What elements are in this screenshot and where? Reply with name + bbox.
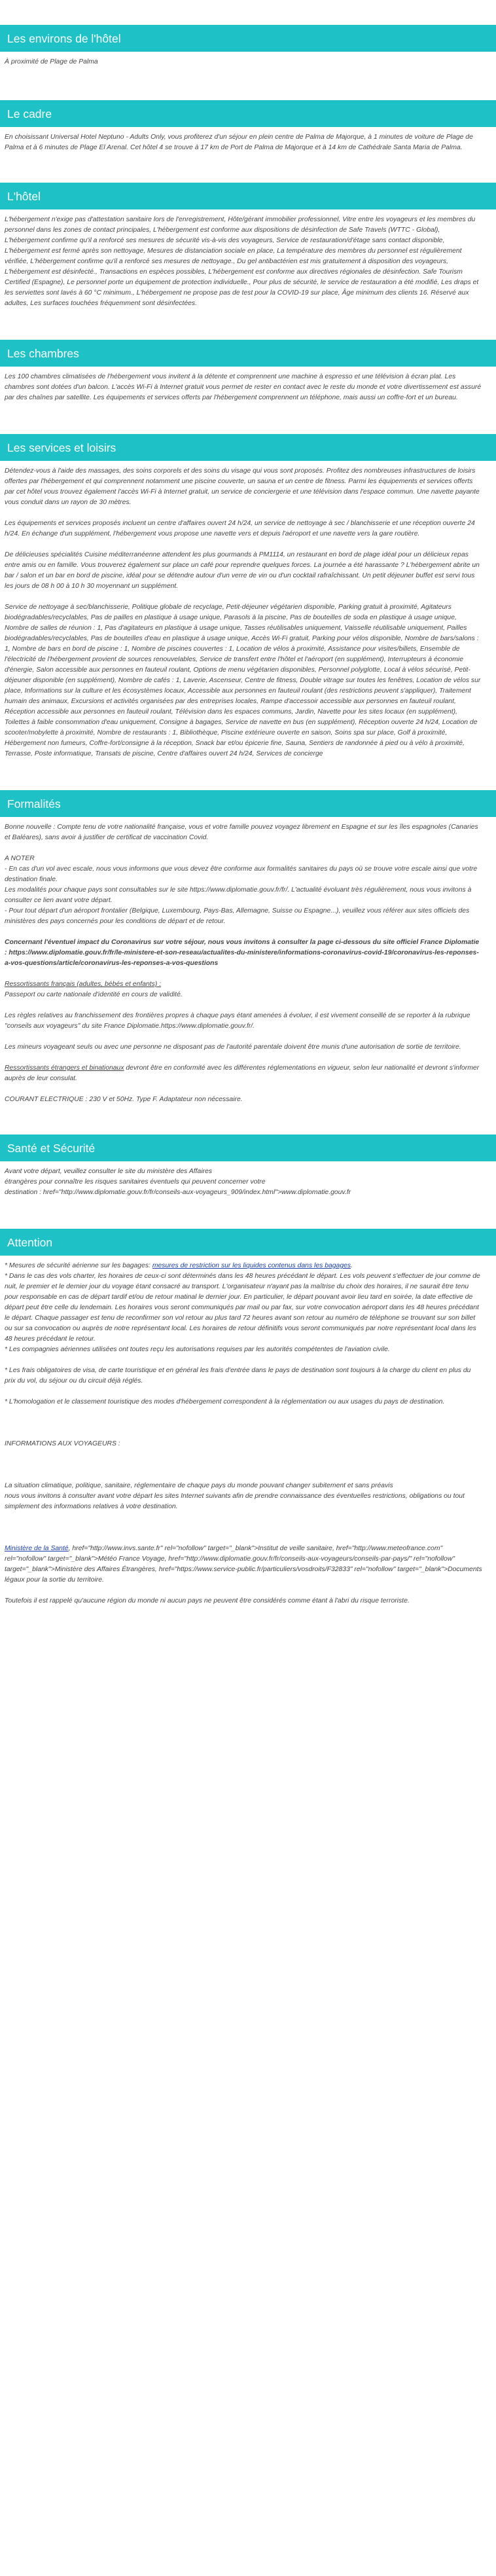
attention-liens-text: , href="http://www.invs.sante.fr" rel="nofollow" target="_blank">Institut de veille sanitaire, href="http://www.meteofrance.com" rel="nofollow" target="_blank">Météo France Voyage, href="http://www.diplomatie.gouv.fr/fr/conseils-aux-voyageurs/conseils-par-pays/" rel="nofollow" target="_blank">Ministère des Affaires Étrangères, href="https://www.service-public.fr/particuliers/vosdroits/F32833" rel="nofollow" target="_blank">Documents légaux pour la sortie du territoire. xyxy=(5,1545,482,1584)
environs-text: À proximité de Plage de Palma xyxy=(5,58,98,65)
attention-consulter: nous vous invitons à consulter avant votre départ les sites Internet suivants afin de prendre connaissance des éventuelles restrictions, obligations ou tout simplement des informations relatives à votre destination. xyxy=(5,1493,465,1510)
ministere-sante-link[interactable]: Ministère de la Santé xyxy=(5,1545,69,1552)
section-formalites xyxy=(5,790,482,1105)
formalites-paragraph-1: Bonne nouvelle : Compte tenu de votre nationalité française, vous et votre famille pouvez voyagez librement en Espagne et sur les îles espagnoles (Canaries et Baléares), sans avoir à justifier de certificat de vaccination Covid. xyxy=(5,824,478,841)
attention-vols-charter: * Dans le cas des vols charter, les horaires de ceux-ci sont déterminés dans les 48 heures précédant le départ. Les vols peuvent s'effectuer de jour comme de nuit, le premier et le dernier jour du voyage étant consacré au transport. L'organisateur n'ayant pas la maîtrise du choix des horaires, il ne saurait être tenu pour responsable en cas de départ tardif et/ou de retour matinal le dernier jour. En particulier, le départ pouvant avoir lieu tard en soirée, la date effective de départ peut être celle du lendemain. Les horaires vous seront communiqués par mail ou par fax, sur votre convocation aéroport dans les 48 heures précédant le départ. Chaque passager est tenu de reconfirmer son vol retour au plus tard 72 heures avant son retour au numéro de téléphone se trouvant sur son billet ou sur sa convocation ou auprès de notre représentant local. Les horaires de retour définitifs vous seront communiqués par notre représentant local dans les 48 heures précédant le retour. xyxy=(5,1273,480,1343)
section-title-environs: Les environs de l'hôtel xyxy=(0,25,496,52)
attention-bagages xyxy=(5,1261,482,1271)
attention-liens-officiels xyxy=(5,1544,482,1586)
services-paragraph-3: De délicieuses spécialités Cuisine méditerranéenne attendent les plus gourmands à PM1114, un restaurant en bord de plage idéal pour un délicieux repas entre amis ou en famille. Vous trouverez également sur place un café pour reprendre quelques forces. La journée a été harassante ? L'hébergement abrite un bar / salon et un bar en bord de piscine, idéal pour se détendre autour d'un verre de vin ou d'un cocktail rafraîchissant. Un petit déjeuner buffet est servi tous les jours de 08 h 00 à 10 h 30 moyennant un supplément. xyxy=(5,551,480,590)
formalites-coronavirus-notice: Concernant l'éventuel impact du Coronavirus sur votre séjour, nous vous invitons à consulter la page ci-dessous du site officiel France Diplomatie : https://www.diplomatie.gouv.fr/fr/le-ministere-et-son-reseau/actualites-du-ministere/informations-coronavirus-covid-19/coronavirus-les-reponses-a-vos-questions/article/coronavirus-les-reponses-a-vos-questions xyxy=(5,939,480,967)
attention-situation: La situation climatique, politique, sanitaire, réglementaire de chaque pays du monde pouvant changer subitement et sans préavis xyxy=(5,1482,393,1489)
attention-compagnies: * Les compagnies aériennes utilisées ont toutes reçu les autorisations requises par les autorités compétentes de l'aviation civile. xyxy=(5,1346,390,1353)
section-title-sante: Santé et Sécurité xyxy=(0,1134,496,1161)
liquides-restriction-link[interactable]: mesures de restriction sur les liquides contenus dans les bagages xyxy=(152,1262,351,1269)
attention-frais-visa: * Les frais obligatoires de visa, de carte touristique et en général les frais d'entrée dans le pays de destination sont toujours à la charge du client en plus du prix du vol, du séjour ou du circuit déjà réglés. xyxy=(5,1367,471,1385)
formalites-paragraph-2: - En cas d'un vol avec escale, nous vous informons que vous devez être conforme aux formalités sanitaires du pays où se trouve votre escale ainsi que votre destination finale. xyxy=(5,865,478,883)
formalites-courant-electrique: COURANT ELECTRIQUE : 230 V et 50Hz. Type F. Adaptateur non nécessaire. xyxy=(5,1096,243,1103)
hotel-info-page xyxy=(0,25,487,1606)
section-environs xyxy=(5,25,482,67)
formalites-ressortissants-francais: Ressortissants français (adultes, bébés et enfants) : xyxy=(5,981,162,988)
formalites-etrangers-label: Ressortissants étrangers et binationaux xyxy=(5,1064,124,1072)
services-paragraph-1: Détendez-vous à l'aide des massages, des soins corporels et des soins du visage qui vous sont proposés. Profitez des nombreuses infrastructures de loisirs offertes par l'hébergement et qui comprennent notamment une piscine couverte, un sauna et un centre de fitness. Parmi les équipements et services offerts par cet hôtel vous trouvez également l'accès Wi-Fi à Internet gratuit, un service de conciergerie et une télévision dans l'espace commun. Une navette payante vous conduit dans un rayon de 30 mètres. xyxy=(5,467,480,506)
formalites-paragraph-3: Les modalités pour chaque pays sont consultables sur le site https://www.diplomatie.gouv.fr/fr/. L'actualité évoluant très régulièrement, nous vous invitons à consulter ce lien avant votre départ. xyxy=(5,886,472,904)
section-title-cadre: Le cadre xyxy=(0,100,496,127)
sante-line-3: destination : href="http://www.diplomatie.gouv.fr/fr/conseils-aux-voyageurs_909/index.html">www.diplomatie.gouv.fr xyxy=(5,1189,351,1196)
attention-bagages-end: . xyxy=(351,1262,353,1269)
section-title-services: Les services et loisirs xyxy=(0,434,496,461)
cadre-text: En choisissant Universal Hotel Neptuno - Adults Only, vous profiterez d'un séjour en plein centre de Palma de Majorque, à 1 minutes de voiture de Plage de Palma et à 6 minutes de Plage El Arenal. Cet hôtel 4 se trouve à 17 km de Port de Palma de Majorque et à 14 km de Cathédrale Santa Maria de Palma. xyxy=(5,134,473,151)
formalites-paragraph-8: Les mineurs voyageant seuls ou avec une personne ne disposant pas de l'autorité parentale doivent être munis d'une autorisation de sortie de territoire. xyxy=(5,1043,461,1051)
section-chambres xyxy=(5,340,482,403)
formalites-a-noter: A NOTER xyxy=(5,855,35,862)
attention-informations-voyageurs: INFORMATIONS AUX VOYAGEURS : xyxy=(5,1440,120,1447)
chambres-text: Les 100 chambres climatisées de l'hébergement vous invitent à la détente et comprennent une machine à espresso et une télévision à écran plat. Les chambres sont dotées d'un balcon. L'accès Wi-Fi à Internet gratuit vous permet de rester en contact avec le reste du monde et votre divertissement est assuré par des chaînes par satellite. Les équipements et services offerts par l'hébergement comprennent un téléphone, mais aussi un coffre-fort et un bureau. xyxy=(5,373,482,401)
sante-line-1: Avant votre départ, veuillez consulter le site du ministère des Affaires xyxy=(5,1168,213,1175)
section-cadre xyxy=(5,100,482,153)
attention-homologation: * L'homologation et le classement touristique des modes d'hébergement correspondent à la réglementation ou aux usages du pays de destination. xyxy=(5,1398,445,1406)
section-attention xyxy=(5,1229,482,1606)
formalites-paragraph-9 xyxy=(5,1063,482,1084)
section-title-formalites: Formalités xyxy=(0,790,496,817)
section-services xyxy=(5,434,482,759)
attention-terrorisme: Toutefois il est rappelé qu'aucune région du monde ni aucun pays ne peuvent être considérés comme étant à l'abri du risque terroriste. xyxy=(5,1597,410,1605)
formalites-etrangers-text: devront être en conformité avec les différentes réglementations en vigueur, selon leur nationalité et devront s'informer auprès de leur consulat. xyxy=(5,1064,480,1082)
formalites-paragraph-7: Les règles relatives au franchissement des frontières propres à chaque pays étant amenées à évoluer, il est vivement conseillé de se reporter à la rubrique "conseils aux voyageurs" du site France Diplomatie.https://www.diplomatie.gouv.fr/. xyxy=(5,1012,470,1030)
section-title-hotel: L'hôtel xyxy=(0,183,496,209)
section-sante xyxy=(5,1134,482,1198)
services-paragraph-4: Service de nettoyage à sec/blanchisserie, Politique globale de recyclage, Petit-déjeuner végétarien disponible, Parking gratuit à proximité, Agitateurs biodégradables/recyclables, Pas de pailles en plastique à usage unique, Parasols à la piscine, Pas de bouteilles de soda en plastique à usage unique, Nombre de salles de réunion : 1, Pas d'agitateurs en plastique à usage unique, Tasses réutilisables uniquement, Vaisselle réutilisable uniquement, Pailles biodégradables/recyclables, Pas de bouteilles d'eau en plastique à usage unique, Accès Wi-Fi gratuit, Parking pour vélos disponible, Nombre de bars/salons : 1, Nombre de bars en bord de piscine : 1, Nombre de piscines couvertes : 1, Location de vélos à proximité, Assistance pour visites/billets, Ensemble de l'électricité de l'hébergement provient de sources renouvelables, Service de transfert entre l'hôtel et l'aéroport (en supplément), Interrupteurs à économie d'énergie, Salon accessible aux personnes en fauteuil roulant, Options de menu végétarien disponibles, Personnel polyglotte, Local à vélos sécurisé, Petit-déjeuner disponible (en supplément), Nombre de cafés : 1, Laverie, Ascenseur, Centre de fitness, Double vitrage sur toutes les fenêtres, Location de vélos sur place, Informations sur la culture et les écosystèmes locaux, Accessible aux personnes en fauteuil roulant (des restrictions peuvent s'appliquer), Traitement humain des animaux, Excursions et activités organisées par des entreprises locales, Rampe d'accessoir accessible aux personnes en fauteuil roulant, Réception accessible aux personnes en fauteuil roulant, Télévision dans les espaces communs, Jardin, Navette pour les sites locaux (en supplément), Toilettes à faible consommation d'eau uniquement, Consigne à bagages, Service de navette en bus (en supplément), Réception ouverte 24 h/24, Location de scooter/mobylette à proximité, Nombre de restaurants : 1, Bibliothèque, Piscine extérieure ouverte en saison, Soins spa sur place, Golf à proximité, Hébergement non fumeurs, Coffre-fort/consigne à la réception, Snack bar et/ou épicerie fine, Sauna, Sentiers de randonnée à pied ou à vélo à proximité, Terrasse, Poste informatique, Transats de piscine, Centre d'affaires ouvert 24 h/24, Services de concierge xyxy=(5,604,481,757)
hotel-text: L'hébergement n'exige pas d'attestation sanitaire lors de l'enregistrement, Hôte/gérant immobilier professionnel, Vitre entre les voyageurs et les membres du personnel dans les zones de contact principales, L'hébergement est conforme aux dispositions de désinfection de Safe Travels (WTTC - Global), L'hébergement confirme qu'il a renforcé ses mesures de sécurité vis-à-vis des voyageurs, Service de restauration/d'étage sans contact disponible, L'hébergement est fermé après son nettoyage, Mesures de distanciation sociale en place, La température des membres du personnel est régulièrement vérifiée, L'hébergement confirme qu'il a renforcé ses mesures de nettoyage., Du gel antibactérien est mis gratuitement à disposition des voyageurs, L'hébergement est désinfecté., Transactions en espèces possibles, L'hébergement est conforme aux directives régionales de désinfection. Safe Tourism Certified (Espagne), Le personnel porte un équipement de protection individuelle., Pour plus de sécurité, le service de restauration a été modifié, Les draps et les serviettes sont lavés à 60 °C minimum., L'hébergement ne propose pas de test pour la COVID-19 sur place, Âge minimum des clients 16. Réservé aux adultes, Les surfaces touchées fréquemment sont désinfectées. xyxy=(5,216,479,307)
services-paragraph-2: Les équipements et services proposés incluent un centre d'affaires ouvert 24 h/24, un service de nettoyage à sec / blanchisserie et une réception ouverte 24 h/24. En échange d'un supplément, l'hébergement vous propose une navette vers et depuis l'aéroport et une navette vers la gare routière. xyxy=(5,520,475,537)
section-title-chambres: Les chambres xyxy=(0,340,496,367)
attention-bagages-text: * Mesures de sécurité aérienne sur les bagages: xyxy=(5,1262,152,1269)
sante-line-2: étrangères pour connaître les risques sanitaires éventuels qui peuvent concerner votre xyxy=(5,1178,266,1186)
formalites-paragraph-4: - Pour tout départ d'un aéroport frontalier (Belgique, Luxembourg, Pays-Bas, Allemagne, Suisse ou Espagne...), veuillez vous référer aux sites officiels des ministères des pays concernés pour les conditions de départ et de retour. xyxy=(5,907,470,925)
formalites-documents: Passeport ou carte nationale d'identité en cours de validité. xyxy=(5,991,183,998)
section-hotel xyxy=(5,183,482,309)
section-title-attention: Attention xyxy=(0,1229,496,1256)
